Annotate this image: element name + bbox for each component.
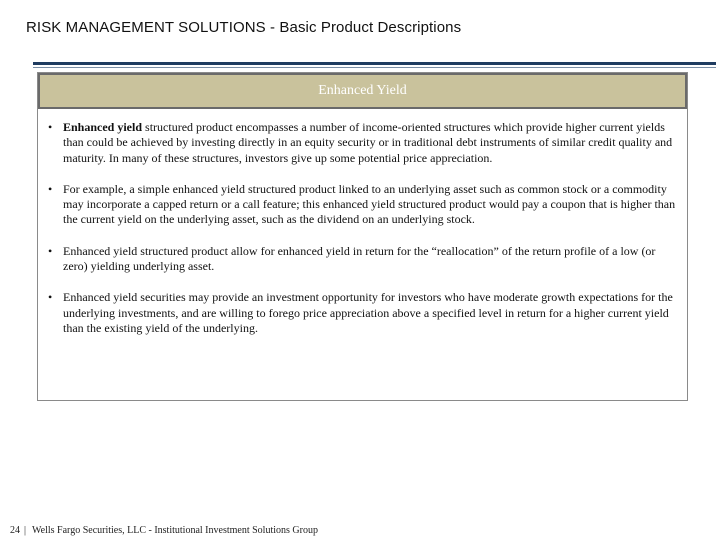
list-item	[48, 120, 677, 166]
section-heading-text: Enhanced Yield	[318, 83, 407, 98]
title-divider-thin	[33, 67, 716, 68]
page-number: 24	[10, 525, 20, 536]
page-title: RISK MANAGEMENT SOLUTIONS - Basic Product Descriptions	[26, 19, 462, 36]
content-panel	[37, 72, 688, 401]
bullet-text: Enhanced yield securities may provide an investment opportunity for investors who have moderate growth expectations for the underlying investments, and are willing to forego price appreciation above a specified level in return for a higher current yield than the existing yield of the underlying.	[63, 290, 673, 335]
bold-lead: Enhanced yield	[63, 120, 143, 134]
section-heading	[38, 73, 687, 109]
bullet-text: structured product encompasses a number of income-oriented structures which provide higher current yields than could be achieved by investing directly in an equity security or in traditional debt instruments of similar credit quality and maturity. In many of these structures, investors give up some potential price appreciation.	[63, 120, 673, 165]
bullet-marker: •	[48, 290, 53, 305]
list-item	[48, 244, 677, 275]
list-item	[48, 290, 677, 336]
bullet-text: Enhanced yield structured product allow for enhanced yield in return for the “reallocation” of the return profile of a low (or zero) yielding underlying asset.	[63, 243, 656, 274]
bullet-marker: •	[48, 181, 53, 196]
footer-text: Wells Fargo Securities, LLC - Institutional Investment Solutions Group	[32, 525, 318, 536]
bullet-text: For example, a simple enhanced yield structured product linked to an underlying asset such as common stock or a commodity may incorporate a capped return or a call feature; this enhanced yield structured product would pay a coupon that is higher than the current yield on the underlying asset, such as the dividend on an underlying stock.	[63, 181, 676, 227]
bullet-marker: •	[48, 120, 53, 134]
page-footer	[10, 525, 318, 536]
footer-separator: |	[24, 525, 27, 536]
list-item	[48, 182, 677, 228]
bullet-list	[48, 120, 677, 352]
title-divider-thick	[33, 62, 716, 65]
bullet-marker: •	[48, 243, 53, 258]
